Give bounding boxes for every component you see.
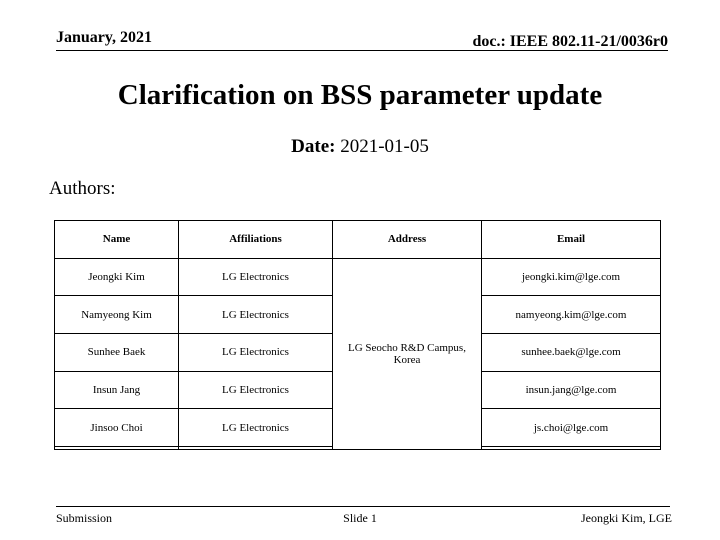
column-header-name: Name (55, 221, 179, 259)
authors-table (54, 220, 661, 450)
header-date: January, 2021 (56, 29, 153, 46)
slide-title: Clarification on BSS parameter update (117, 79, 603, 111)
column-header-address: Address (333, 221, 482, 259)
author-name: Sunhee Baek (55, 334, 179, 372)
header-divider (56, 50, 668, 51)
footer-divider (56, 506, 670, 507)
author-name (55, 447, 179, 450)
author-email: namyeong.kim@lge.com (482, 296, 661, 334)
author-affiliation: LG Electronics (179, 371, 333, 409)
date-label: Date: (291, 136, 336, 157)
author-name: Insun Jang (55, 371, 179, 409)
column-header-email: Email (482, 221, 661, 259)
author-name: Namyeong Kim (55, 296, 179, 334)
author-name: Jeongki Kim (55, 258, 179, 296)
author-email: sunhee.baek@lge.com (482, 334, 661, 372)
author-affiliation: LG Electronics (179, 334, 333, 372)
author-email (482, 447, 661, 450)
date-value: 2021-01-05 (340, 136, 429, 157)
column-header-affiliations: Affiliations (179, 221, 333, 259)
author-email: js.choi@lge.com (482, 409, 661, 447)
author-affiliation: LG Electronics (179, 296, 333, 334)
author-address: LG Seocho R&D Campus, Korea (333, 258, 482, 449)
author-affiliation (179, 447, 333, 450)
footer-author: Jeongki Kim, LGE (581, 511, 672, 525)
header-doc-id: doc.: IEEE 802.11-21/0036r0 (472, 33, 668, 50)
author-affiliation: LG Electronics (179, 258, 333, 296)
author-affiliation: LG Electronics (179, 409, 333, 447)
table-header-row (55, 221, 661, 259)
authors-label: Authors: (49, 178, 116, 199)
date-line (0, 136, 720, 158)
footer-submission: Submission (56, 511, 113, 525)
author-email: insun.jang@lge.com (482, 371, 661, 409)
author-email: jeongki.kim@lge.com (482, 258, 661, 296)
footer-slide-number: Slide 1 (343, 511, 377, 525)
author-name: Jinsoo Choi (55, 409, 179, 447)
table-row (55, 258, 661, 296)
